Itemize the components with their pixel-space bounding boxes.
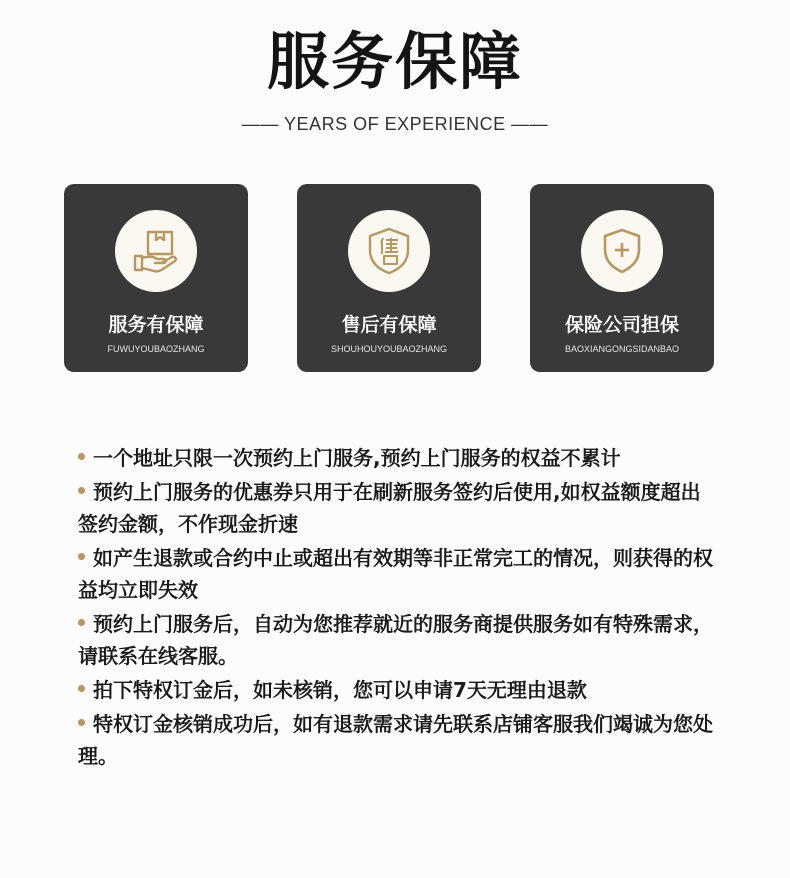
list-item — [78, 708, 718, 772]
list-item — [78, 542, 718, 606]
bullet-icon — [78, 685, 85, 692]
box-hand-icon — [131, 226, 181, 276]
page-subtitle: —— YEARS OF EXPERIENCE —— — [241, 114, 549, 134]
note-text: 如产生退款或合约中止或超出有效期等非正常完工的情况，则获得的权益均立即失效 — [78, 546, 713, 602]
list-item — [78, 674, 718, 706]
card-service-guarantee — [64, 184, 248, 372]
note-text: 拍下特权订金后，如未核销，您可以申请7天无理由退款 — [93, 678, 587, 702]
bullet-icon — [78, 453, 85, 460]
card-label: 服务有保障 — [108, 314, 204, 336]
shield-plus-icon — [597, 226, 647, 276]
card-sub: BAOXIANGONGSIDANBAO — [564, 344, 680, 354]
page-title: 服务保障 — [266, 25, 523, 98]
bullet-icon — [78, 719, 85, 726]
bullet-icon — [78, 487, 85, 494]
note-text: 预约上门服务的优惠券只用于在刷新服务签约后使用,如权益额度超出签约金额，不作现金折速 — [78, 480, 701, 536]
notes-list — [78, 442, 718, 774]
card-sub: SHOUHOUYOUBAOZHANG — [330, 344, 447, 354]
bullet-icon — [78, 553, 85, 560]
icon-circle — [115, 210, 197, 292]
icon-circle — [348, 210, 430, 292]
note-text: 特权订金核销成功后，如有退款需求请先联系店铺客服我们竭诚为您处理。 — [78, 712, 713, 768]
note-text: 预约上门服务后，自动为您推荐就近的服务商提供服务如有特殊需求，请联系在线客服。 — [78, 612, 713, 668]
card-label: 保险公司担保 — [564, 314, 679, 336]
icon-circle — [581, 210, 663, 292]
list-item — [78, 442, 718, 474]
list-item — [78, 608, 718, 672]
note-text: 一个地址只限一次预约上门服务,预约上门服务的权益不累计 — [93, 446, 621, 470]
card-after-sales — [297, 184, 481, 372]
card-label: 售后有保障 — [341, 314, 437, 336]
card-insurance — [530, 184, 714, 372]
shou-badge-icon — [364, 226, 414, 276]
card-sub: FUWUYOUBAOZHANG — [107, 344, 205, 354]
bullet-icon — [78, 619, 85, 626]
list-item — [78, 476, 718, 540]
